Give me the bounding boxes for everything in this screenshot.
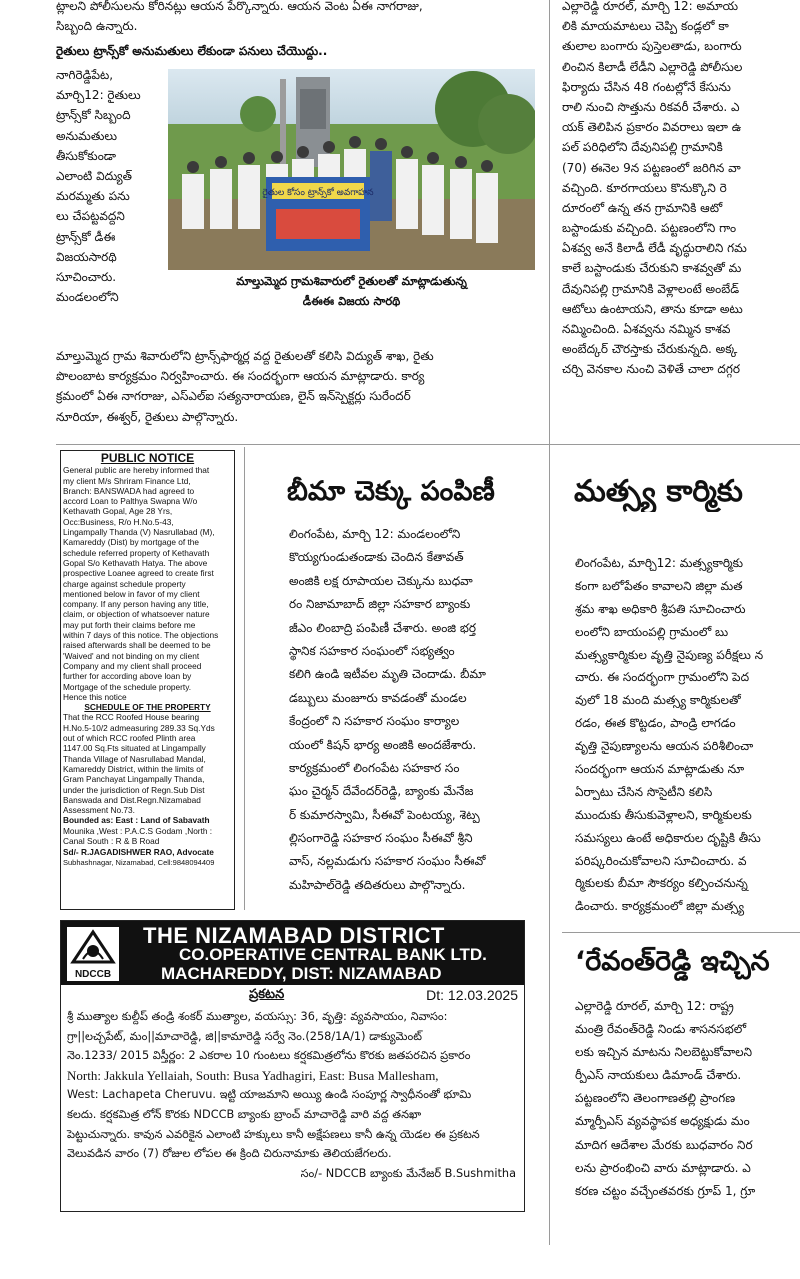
body-line: వెలువడిన వారం (7) రోజుల లోపల ఈ క్రింది చిరునామాకు తెలియజేగలరు. — [67, 1147, 392, 1161]
row-divider — [562, 932, 800, 933]
notice-line: mentioned below in favor of my client — [63, 588, 200, 599]
notice-line: Kamareddy District, within the limits of — [63, 763, 204, 774]
body-line: కార్యక్రమంలో లింగంపేట సహకార సం — [289, 760, 460, 775]
body-line — [562, 400, 800, 420]
notice-line: Mounika ,West : P.A.C.S Godam ,North : — [63, 825, 213, 836]
column-divider — [549, 0, 550, 1245]
body-line: మ్మార్పీఎస్ వ్యవస్థాపక అధ్యక్షుడు మం — [575, 1114, 750, 1129]
notice-line: Kethavath Gopal, Age 28 Yrs, — [63, 506, 173, 517]
bank-title-line1: THE NIZAMABAD DISTRICT — [143, 923, 445, 948]
body-line: రం నిజామాబాద్ జిల్లా సహకార బ్యాంకు — [289, 597, 471, 612]
body-line: చారు. ఈ సందర్భంగా గ్రామంలోని పెద — [575, 670, 750, 685]
body-line: తులాల బంగారు పుస్తెలతాడు, బంగారు — [562, 39, 742, 54]
notice-line: Company and my client shall proceed — [63, 660, 202, 671]
article-headline-insurance: బీమా చెక్కు పంపిణీ — [287, 476, 495, 507]
body-line: పట్టణంలోని తెలంగాణతల్లి ప్రాంగణ — [575, 1091, 736, 1106]
body-line: రడం, ఈత కొట్టడం, పాండ్రి లాగడం — [575, 716, 736, 731]
body-line: స్థానిక సహకార సంఘంలో సభ్యత్వం — [289, 643, 455, 658]
body-line: West: Lachapeta Cheruvu. ఇట్టి యాజమాని అయ్యి ఉండి సంపూర్ణ స్వాధీనంతో భూమి — [67, 1088, 472, 1102]
notice-line: prospective Loanee agreed to create first — [63, 568, 214, 579]
bank-notice-row — [61, 985, 524, 1007]
notice-line: 'Waived' and not binding on my client — [63, 650, 200, 661]
body-line: జీఎం లింబాద్రి పంపిణీ చేశారు. అంజి భర్త — [289, 620, 476, 635]
body-line: లింగంపేట, మార్చి 12: మండలంలోని — [289, 527, 461, 541]
body-line: వృత్తి నైపుణ్యాలను ఆయన పరిశీలించా — [575, 739, 754, 754]
body-line: వచ్చింది. కూరగాయలు కొనుక్కొని రె — [562, 180, 727, 195]
notice-line: Kamareddy (Dist) by mortgage of the — [63, 537, 200, 548]
notice-label: ప్రకటన — [249, 987, 285, 1002]
body-line: కాలే బస్టాండుకు చేరుకుని కాశవ్వతో మ — [562, 261, 742, 276]
body-line: అంబేద్కర్ చౌరస్తాకు చేరుకున్నది. అక్క — [562, 342, 738, 357]
body-line — [562, 420, 800, 440]
body-line: మాదిగ ఆదేశాల మేరకు బుధవారం నిర — [575, 1137, 753, 1152]
top-left-full-text — [56, 346, 542, 427]
body-line: దేవునిపల్లి గ్రామానికి వెళ్లాలంటే అంబేడ్ — [562, 281, 740, 296]
body-line: మంత్రి రేవంత్‌రెడ్డి నిండు శాసనసభలో — [575, 1022, 747, 1037]
wrap-line: ట్రాన్స్‌కో డీఈ — [56, 229, 116, 244]
wrap-line: మండలంలోని — [56, 290, 119, 305]
body-line: వాస్, నల్లమడుగు సహకార సంఘం సీఈవో — [289, 854, 486, 869]
body-line: కరణ చట్టం వచ్చేంతవరకు గ్రూప్ 1, గ్రూ — [575, 1183, 756, 1198]
body-line: సందర్భంగా ఆయన మాట్లాడుతు నూ — [575, 762, 745, 777]
notice-line: Hence this notice — [63, 691, 127, 702]
body-line: నెం.1233/ 2015 విస్తీర్ణం: 2 ఎకరాల 10 గుంటలు కర్షకమిత్రలోను కొరకు జతపరచిన ప్రకారం — [67, 1049, 471, 1063]
wrap-line: ట్రాన్స్‌కో సిబ్బంది — [56, 108, 131, 123]
body-line: చర్చి వెనకాల నుంచి వెళితే చాలా దగ్గర — [562, 362, 741, 377]
notice-line: further for according above loan by — [63, 671, 192, 682]
notice-line: H.No.5-10/2 admeasuring 289.33 Sq.Yds — [63, 722, 215, 733]
wrap-line: మరమ్మతు పను — [56, 189, 130, 204]
body-line: కంగా బలోపేతం కావాలని జిల్లా మత — [575, 578, 743, 593]
wrap-line: విజయసారథి — [56, 249, 117, 264]
notice-line: may put forth their claims before me — [63, 619, 196, 630]
bank-notice-body — [61, 1007, 524, 1183]
article-headline-transco: రైతులు ట్రాన్స్‌కో అనుమతులు లేకుండా పనులు చేయొద్దు.. — [56, 44, 328, 58]
intro-line: ట్లాలని పోలీసులను కోరినట్లు ఆయన పేర్కొన్నారు. ఆయన వెంట ఏఈ నాగరాజు, — [56, 0, 423, 13]
wrap-line: లు చేపట్టవద్దని — [56, 209, 125, 224]
bank-advertisement — [60, 920, 525, 1212]
body-line: నూరియా, ఈశ్వర్, రైతులు పాల్గొన్నారు. — [56, 409, 239, 424]
body-line: పరిష్కరించుకోవాలని సూచించారు. వ — [575, 853, 747, 868]
caption-line: డీఈఈ విజయ సారథి — [302, 294, 401, 308]
notice-line: Occ:Business, R/o H.No.5-43, — [63, 516, 174, 527]
public-notice-box — [60, 450, 235, 910]
body-line: శ్రమ శాఖ అధికారి శ్రీపతి సూచించారు — [575, 601, 746, 616]
notice-date: Dt: 12.03.2025 — [426, 987, 518, 1003]
body-line: లను ప్రారంభించి వారు మాట్లాడారు. ఎ — [575, 1160, 751, 1175]
notice-line: General public are hereby informed that — [63, 465, 210, 476]
body-line: అంజికి లక్ష రూపాయల చెక్కును బుధవా — [289, 573, 473, 588]
bank-title-line2: CO.OPERATIVE CENTRAL BANK LTD. — [179, 945, 487, 964]
notice-line: Branch: BANSWADA had agreed to — [63, 485, 195, 496]
article-headline-fishermen: మత్స్య కార్మికు — [574, 474, 743, 509]
body-line: పల్ పరిధిలోని దేవునిపల్లి గ్రామానికి — [562, 140, 723, 155]
notice-line: Thanda Village of Nasrullabad Mandal, — [63, 753, 206, 764]
body-line: లికి మాయమాటలు చెప్పి కండ్లలో కా — [562, 19, 729, 34]
body-line: డించారు. కార్యక్రమంలో జిల్లా మత్స్య — [575, 899, 745, 914]
body-line: మత్స్యకార్మికుల వృత్తి నైపుణ్య పరీక్షలు న — [575, 647, 764, 662]
bottom-right-article — [575, 995, 800, 1203]
notice-title: PUBLIC NOTICE — [100, 451, 195, 465]
notice-line: company. If any person having any title, — [63, 599, 209, 610]
notice-line: Mortgage of the schedule property. — [63, 681, 192, 692]
body-line: పొలంబాట కార్యక్రమం నిర్వహించారు. ఈ సందర్భంగా ఆయన మాట్లాడారు. కార్య — [56, 369, 425, 384]
body-line: ఫిర్యాదు చేసిన 48 గంటల్లోనే కేసును — [562, 79, 731, 94]
notice-address: Subhashnagar, Nizamabad, Cell:9848094409 — [63, 857, 215, 867]
wrap-line: అనుమతులు — [56, 128, 118, 143]
bank-logo-icon — [69, 929, 117, 965]
body-line: లకు ఇచ్చిన మాటను నిలబెట్టుకోవాలని — [575, 1045, 753, 1060]
notice-line: Assessment No.73. — [63, 805, 135, 816]
body-line: గ్రా||లచ్చపేట్, మం||మాచారెడ్డి, జి||కామారెడ్డి సర్వే నెం.(258/1A/1) డాక్యుమెంట్ — [67, 1029, 422, 1043]
body-line: మాల్తుమ్మెద గ్రామ శివారులోని ట్రాన్స్‌ఫార్మర్ల వద్ద రైతులతో కలిసి విద్యుత్ శాఖ, రైతు — [56, 349, 434, 363]
bank-signature: సం/- NDCCB బ్యాంకు మేనేజర్ B.Sushmitha — [300, 1166, 516, 1180]
body-line: యంలో కిషన్ భార్య అంజికి అందజేశారు. — [289, 737, 477, 752]
row-divider — [56, 444, 800, 445]
photo-banner-text: రైతుల కోసం ట్రాన్స్‌కో అవగాహన — [262, 188, 374, 198]
body-line: ల్లిసంగారెడ్డి సహకార సంఘం సీఈవో శ్రీని — [289, 831, 473, 846]
body-line: ముందుకు తీసుకువెళ్లాలని, కార్మికులకు — [575, 807, 752, 822]
body-line: మహిపాల్‌రెడ్డి తదితరులు పాల్గొన్నారు. — [289, 877, 466, 892]
notice-line: Bounded as: East : Land of Sabavath — [63, 815, 210, 826]
schedule-title: SCHEDULE OF THE PROPERTY — [84, 702, 211, 713]
body-line: ఎల్లారెడ్డి రూరల్, మార్చి 12: రాష్ట్ర — [575, 999, 734, 1013]
middle-article — [289, 523, 547, 897]
body-line: దూరంలో ఉన్న తన గ్రామానికి ఆటో — [562, 200, 723, 215]
body-line: క్రమంలో ఏఈ నాగరాజు, ఎస్‌ఎల్ఐ సత్యనారాయణ, లైన్ ఇన్‌స్పెక్టర్లు సురేందర్ — [56, 389, 411, 404]
bank-title-line3: MACHAREDDY, DIST: NIZAMABAD — [161, 964, 442, 983]
notice-line: Canal South : R & B Road — [63, 835, 160, 846]
body-line: ఏర్పాటు చేసిన సొసైటీని కలిసి — [575, 784, 713, 799]
body-line: నమ్మించింది. ఏశవ్వను నమ్మిన కాశవ — [562, 322, 731, 336]
notice-line: schedule referred property of Kethavath — [63, 547, 210, 558]
notice-signature: Sd/- R.JAGADISHWER RAO, Advocate — [63, 847, 214, 858]
body-line: సమస్యలు ఉంటే అధికారుల దృష్టికి తీసు — [575, 830, 761, 845]
wrap-line: ఎలాంటి విద్యుత్ — [56, 168, 132, 183]
body-line: శ్రీ ముత్యాల కుల్దీప్ తండ్రి శంకర్ ముత్యాల, వయస్సు: 36, వృత్తి: వ్యవసాయం, నివాసం: — [67, 1010, 448, 1023]
body-line: డబ్బులు మంజూరు కావడంతో మండల — [289, 690, 467, 705]
column-divider — [244, 447, 245, 910]
body-line: కేంద్రంలో ని సహకార సంఘం కార్యాల — [289, 714, 460, 729]
notice-line: under the jurisdiction of Regn.Sub Dist — [63, 784, 205, 795]
top-right-article — [562, 0, 800, 440]
notice-line: my client M/s Shriram Finance Ltd, — [63, 475, 191, 486]
body-line: కలదు. కర్షకమిత్ర లోన్ కొరకు NDCCB బ్యాంకు బ్రాంచ్ మాచారెడ్డి వారి వద్ద తనఖా — [67, 1107, 422, 1121]
body-line: లింగంపేట, మార్చి12: మత్స్యకార్మికు — [575, 556, 744, 570]
notice-line: out of which RCC roofed Plinth area — [63, 733, 196, 744]
body-line: ర్పీఎస్ నాయకులు డిమాండ్ చేశారు. — [575, 1068, 742, 1083]
top-left-wrap-text — [56, 65, 166, 307]
body-line: ఘం చైర్మన్ దేవేందర్‌రెడ్డి, బ్యాంకు మేనేజ — [289, 784, 474, 799]
notice-line: within 7 days of this notice. The objections — [63, 630, 219, 641]
right-article — [575, 552, 800, 918]
logo-text: NDCCB — [74, 969, 112, 980]
wrap-line: సూచించారు. — [56, 269, 117, 284]
intro-line: సిబ్బంది ఉన్నారు. — [56, 19, 138, 34]
top-left-intro — [56, 0, 540, 36]
article-headline-revanth: ‘రేవంత్‌రెడ్డి ఇచ్చిన — [575, 946, 770, 977]
body-line: యక్ తెలిపిన ప్రకారం వివరాలు ఇలా ఉ — [562, 120, 742, 135]
wrap-line: తీసుకోకుండా — [56, 148, 117, 163]
wrap-line: మార్చి12: రైతులు — [56, 88, 141, 103]
ndccb-logo — [67, 927, 119, 981]
photo-caption — [168, 271, 535, 311]
notice-line: raised afterwards shall be deemed to be — [63, 640, 211, 651]
bank-header — [61, 921, 524, 985]
body-line: ర్మికులకు బీమా సౌకర్యం కల్పించనున్న — [575, 876, 748, 891]
body-line: బస్టాండుకు వచ్చింది. పట్టణంలోని గాం — [562, 221, 737, 236]
news-photo — [168, 69, 535, 270]
notice-line: Banswada and Dist.Regn.Nizamabad — [63, 794, 201, 805]
notice-line: charge against schedule property — [63, 578, 186, 589]
notice-line: Gopal S/o Kethavath Hatya. The above — [63, 557, 208, 568]
body-line: కొయ్యగుండుతండాకు చెందిన కేతావత్ — [289, 550, 464, 565]
body-line: ఏశవ్వ అనే కిలాడీ లేడీ వృద్ధురాలిని గమ — [562, 241, 747, 256]
body-line: ఎల్లారెడ్డి రూరల్, మార్చి 12: అమాయ — [562, 0, 739, 13]
body-line: ర్ కుమారస్వామి, సీఈవో పెంటయ్య, శెట్ప — [289, 807, 480, 822]
photo-illustration — [168, 69, 535, 270]
body-line: North: Jakkula Yellaiah, South: Busa Yadhagiri, East: Busa Mallesham, — [67, 1067, 439, 1083]
body-line: ఆటోలు ఉంటాయని, తాను కూడా అటు — [562, 301, 743, 316]
body-line: లించిన కిలాడీ లేడీని ఎల్లారెడ్డి పోలీసుల — [562, 59, 743, 74]
notice-body — [63, 465, 232, 868]
body-line: (70) ఈనెల 9న పట్టణంలో జరిగిన వా — [562, 160, 741, 175]
notice-line: 1147.00 Sq.Fts situated at Lingampally — [63, 743, 206, 754]
notice-line: Gram Panchayat Lingampally Thanda, — [63, 774, 205, 785]
notice-line: accord Loan to Palthya Swapna W/o — [63, 496, 198, 507]
notice-line: claim, or objection of whatsoever nature — [63, 609, 210, 620]
notice-line: That the RCC Roofed House bearing — [63, 712, 200, 723]
body-line: కలిగి ఉండి ఇటీవల మృతి చెందాడు. బీమా — [289, 667, 486, 682]
notice-line: Lingampally Thanda (V) Nasrullabad (M), — [63, 527, 215, 538]
wrap-line: నాగిరెడ్డిపేట, — [56, 68, 114, 82]
body-line: పెట్టుచున్నారు. కావున ఎవరికైన ఎలాంటి హక్కులు కానీ అక్షేపణలు కానీ ఉన్న యెడల ఈ ప్రకటన — [67, 1127, 480, 1141]
body-line: వులో 18 మంది మత్స్య కార్మికులతో — [575, 693, 741, 708]
body-line: రాలి నుంచి సొత్తును రికవరీ చేశారు. ఎ — [562, 99, 740, 114]
caption-line: మాల్తుమ్మెద గ్రామశివారులో రైతులతో మాట్లాడుతున్న — [236, 274, 467, 288]
body-line — [562, 380, 800, 400]
body-line: లంలోని బాయంపల్లి గ్రామంలో బు — [575, 624, 729, 639]
